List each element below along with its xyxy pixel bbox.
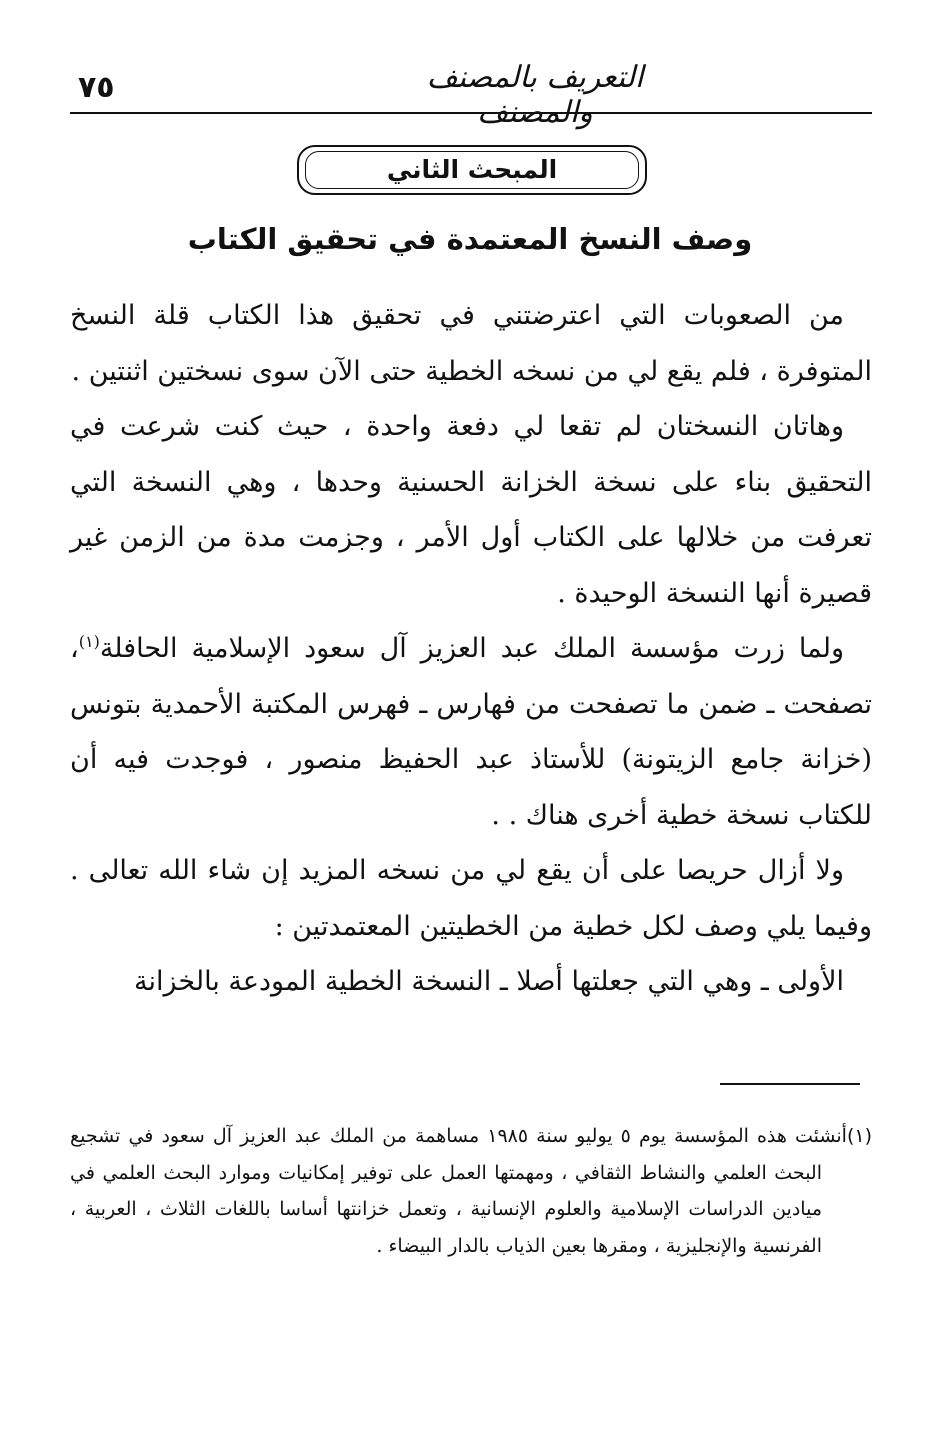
header-rule [70,112,872,114]
section-title-frame [297,145,647,195]
section-title: المبحث الثاني [386,155,558,184]
footnote-1 [70,1118,872,1264]
footnote-reference: (١) [78,632,100,651]
footnote-text: أنشئت هذه المؤسسة يوم ٥ يوليو سنة ١٩٨٥ مساهمة من الملك عبد العزيز آل سعود في تشجيع البحث العلمي والنشاط الثقافي ، ومهمتها العمل على توفير إمكانيات وموارد البحث العلمي في ميادين الدراسات الإسلامية والعلوم الإنسانية ، وتعمل خزانتها أساسا باللغات الثلاث ، العربية ، الفرنسية والإنجليزية ، ومقرها بعين الذياب بالدار البيضاء . [70,1125,847,1257]
footnote-number: (١) [846,1125,872,1147]
paragraph-3 [70,621,872,843]
footnote [70,1118,872,1264]
paragraph-1: من الصعوبات التي اعترضتني في تحقيق هذا الكتاب قلة النسخ المتوفرة ، فلم يقع لي من نسخه الخطية حتى الآن سوى نسختين اثنتين . [70,300,872,387]
page-number: ٧٥ [78,70,115,105]
section-subtitle: وصف النسخ المعتمدة في تحقيق الكتاب [187,222,753,256]
running-header [70,52,872,130]
running-header-title: التعريف بالمصنف والمصنف [426,60,644,130]
paragraph-3-end: ، تصفحت ـ ضمن ما تصفحت من فهارس ـ فهرس المكتبة الأحمدية بتونس (خزانة جامع الزيتونة) للأستاذ عبد الحفيظ منصور ، فوجدت فيه أن للكتاب نسخة خطية أخرى هناك . . [70,633,872,831]
paragraph-3-start: ولما زرت مؤسسة الملك عبد العزيز آل سعود الإسلامية الحافلة [99,633,844,664]
paragraph-5: الأولى ـ وهي التي جعلتها أصلا ـ النسخة الخطية المودعة بالخزانة [134,966,844,997]
paragraph-4: ولا أزال حريصا على أن يقع لي من نسخه المزيد إن شاء الله تعالى . وفيما يلي وصف لكل خطية من الخطيتين المعتمدتين : [70,855,872,942]
footnote-separator [720,1083,860,1085]
body-text [70,288,872,1010]
paragraph-2: وهاتان النسختان لم تقعا لي دفعة واحدة ، حيث كنت شرعت في التحقيق بناء على نسخة الخزانة الحسنية وحدها ، وهي النسخة التي تعرفت من خلالها على الكتاب أول الأمر ، وجزمت مدة من الزمن غير قصيرة أنها النسخة الوحيدة . [70,411,872,609]
